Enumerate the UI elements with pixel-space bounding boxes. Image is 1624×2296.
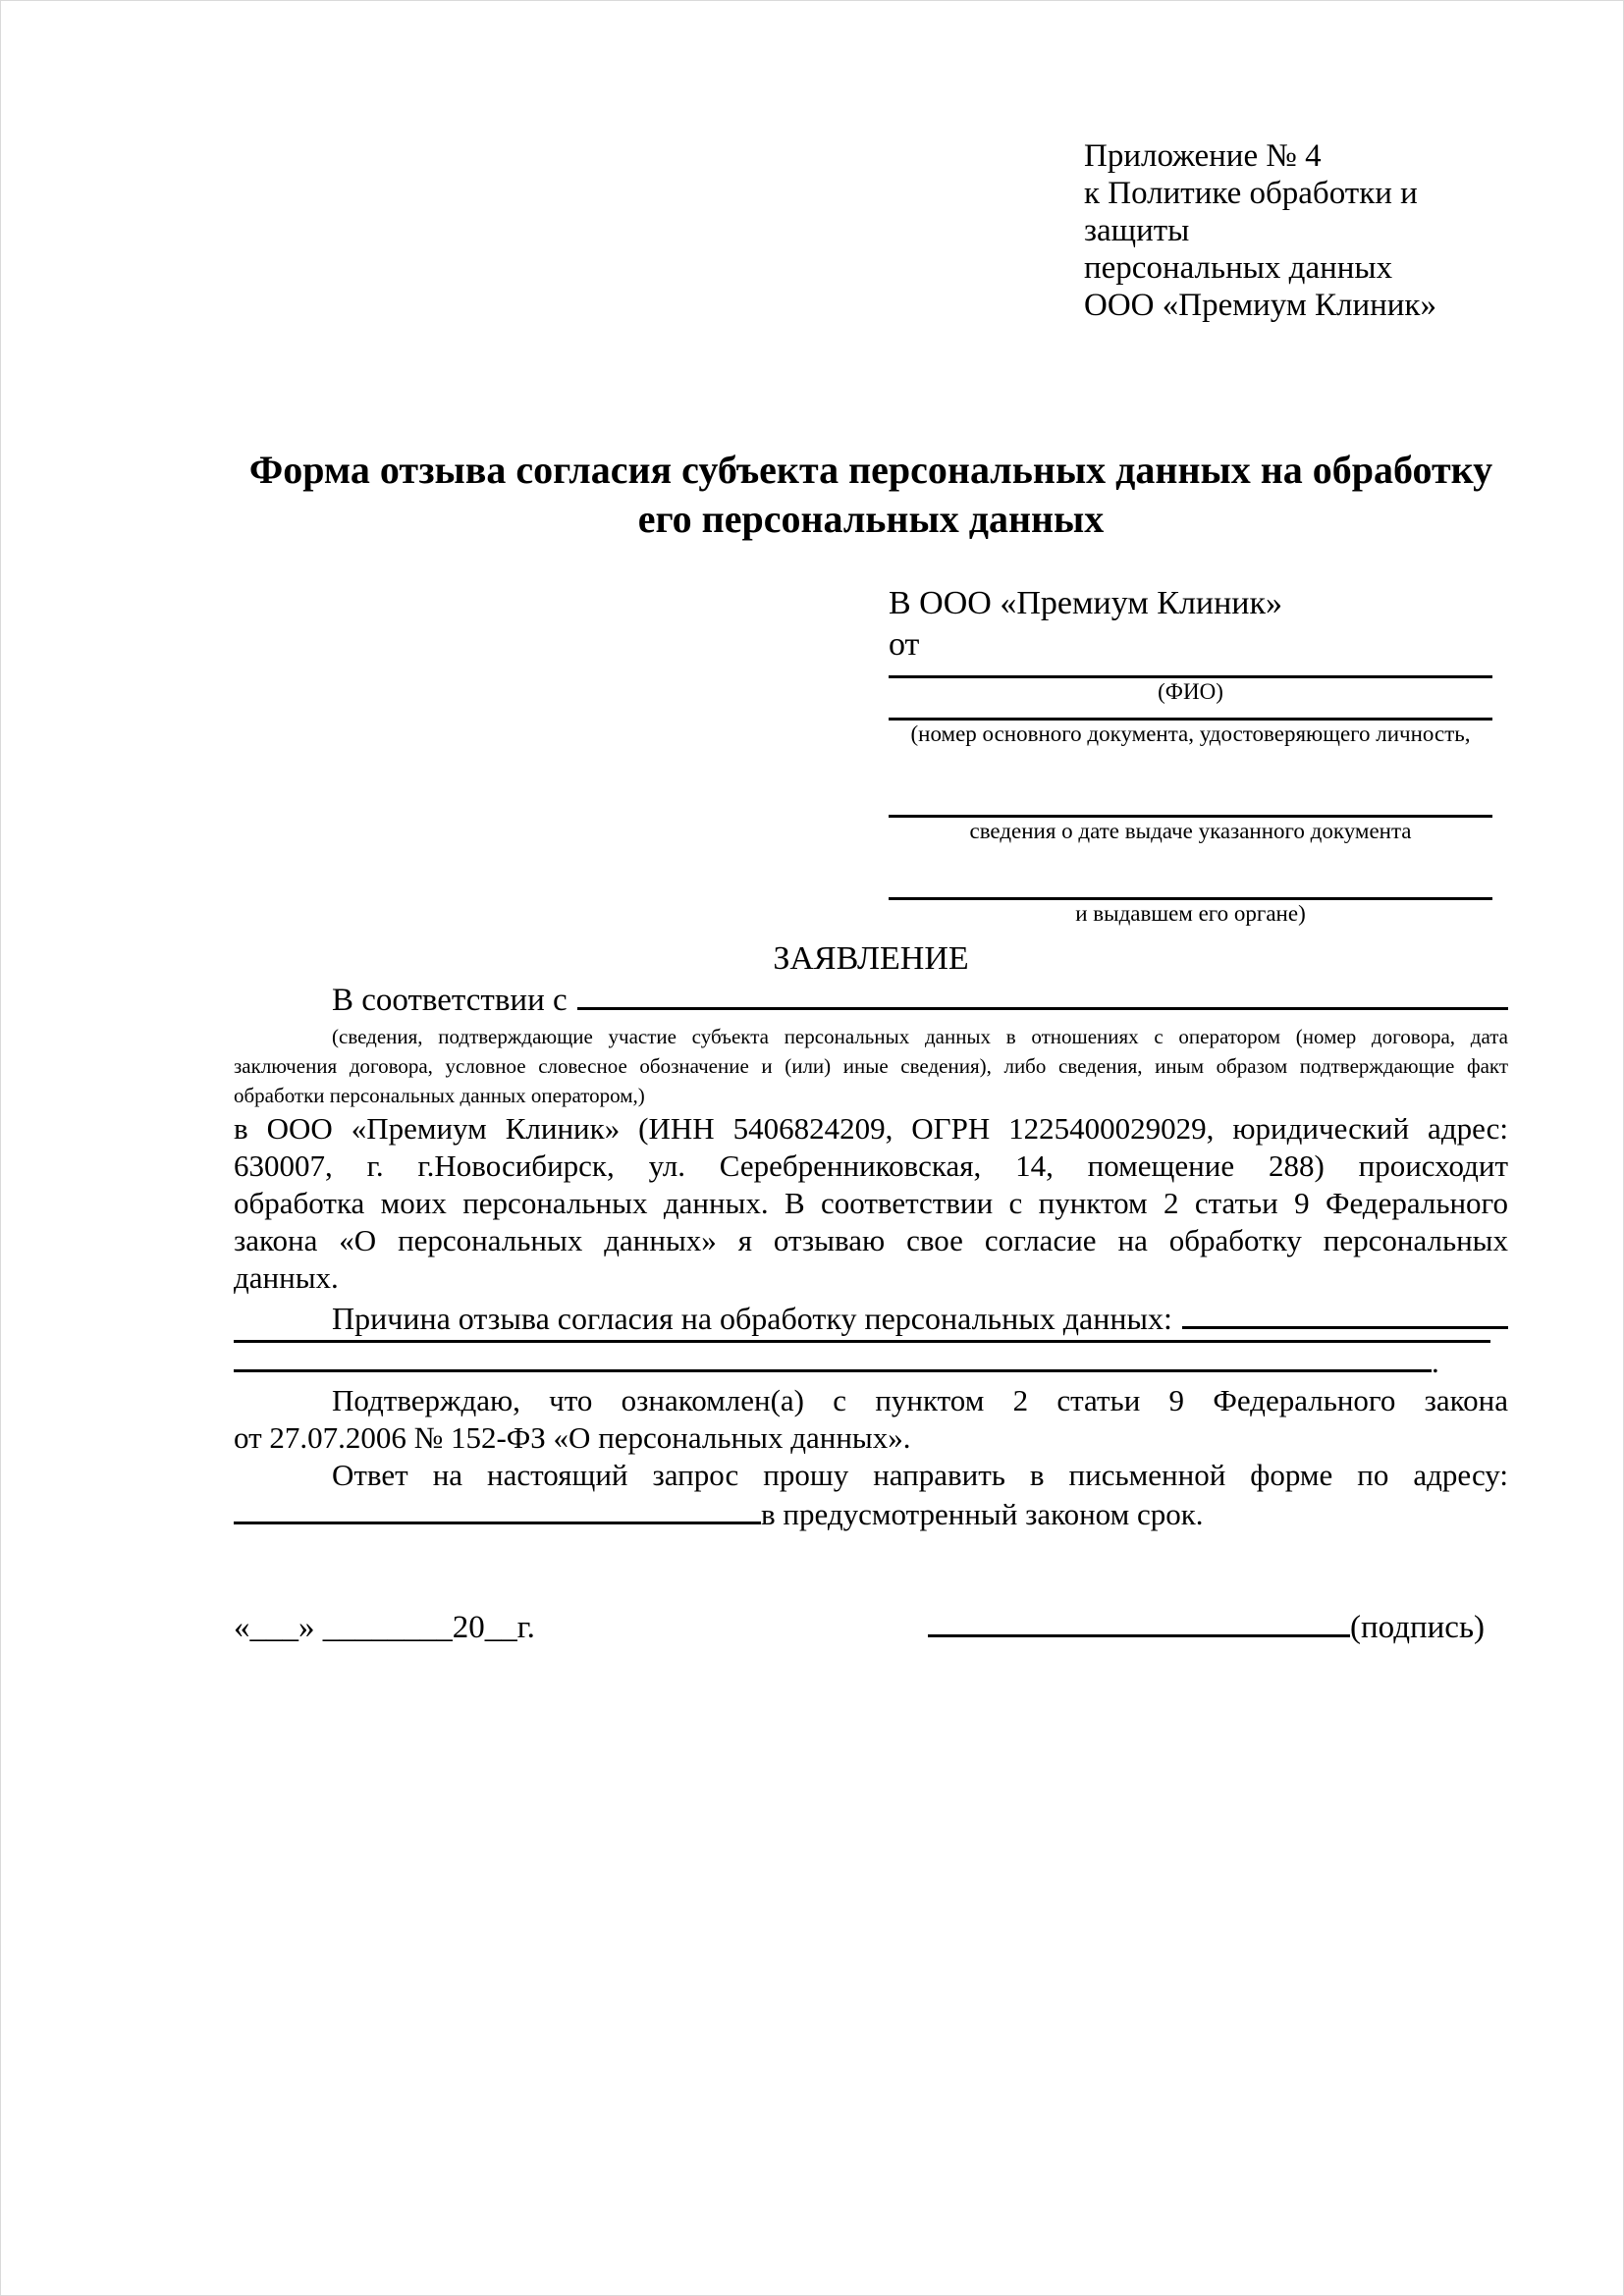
fio-input-line[interactable] (889, 666, 1492, 678)
doc-number-caption: (номер основного документа, удостоверяющего личность, (910, 721, 1471, 746)
reply-suffix: в предусмотренный законом срок. (761, 1497, 1204, 1531)
doc-date-input-line[interactable] (889, 748, 1492, 818)
signature-input-line[interactable] (928, 1634, 1350, 1637)
statement-body: в ООО «Премиум Клиник» (ИНН 5406824209, ОГРН 1225400029029, юридический адрес: 630007, г. г.Новосибирск, ул. Серебренниковская, 14, помещение 288) происходит обработка моих персональных данных. В соответствии с пунктом 2 статьи 9 Федерального закона «О персональных данных» я отзываю свое согласие на обработку персональных данных. (234, 1111, 1508, 1295)
reason-input-line-2[interactable] (234, 1340, 1490, 1343)
doc-date-caption: сведения о дате выдаче указанного документа (969, 819, 1412, 843)
basis-row (234, 979, 1508, 1022)
appendix-header: Приложение № 4 к Политике обработки и защиты персональных данных ООО «Премиум Клиник» (1084, 138, 1436, 323)
doc-number-input-line[interactable] (889, 706, 1492, 721)
reason-row (234, 1297, 1508, 1340)
reply-address-row (234, 1494, 1508, 1535)
addressee-from-label: от (889, 626, 920, 663)
footer-row (234, 1608, 1508, 1647)
fio-caption: (ФИО) (1158, 679, 1223, 704)
signature-group (928, 1608, 1485, 1647)
doc-issuer-input-line[interactable] (889, 845, 1492, 900)
reason-blank-row-2 (234, 1343, 1508, 1382)
document-title: Форма отзыва согласия субъекта персональных данных на обработку его персональных данных (248, 448, 1493, 541)
signature-caption: (подпись) (1350, 1610, 1485, 1645)
statement-heading: ЗАЯВЛЕНИЕ (773, 940, 969, 977)
basis-input-line[interactable] (577, 1007, 1508, 1010)
reason-input-line-3[interactable] (234, 1369, 1432, 1372)
addressee-organization: В ООО «Премиум Клиник» (889, 585, 1283, 621)
basis-prefix: В соответствии с (332, 983, 568, 1018)
reason-blank-row-1 (234, 1340, 1508, 1343)
basis-note: (сведения, подтверждающие участие субъекта персональных данных в отношениях с оператором (номер договора, дата заключения договора, условное словесное обозначение и (или) иные сведения), либо сведения, иным образом подтверждающие факт обработки персональных данных оператором,) (234, 1025, 1508, 1107)
reason-terminator: . (1432, 1345, 1439, 1379)
doc-issuer-caption: и выдавшем его органе) (1075, 901, 1306, 926)
reason-label: Причина отзыва согласия на обработку персональных данных: (332, 1301, 1172, 1336)
address-input-line[interactable] (234, 1522, 761, 1524)
confirmation-text: Подтверждаю, что ознакомлен(а) с пунктом 2 статьи 9 Федерального закона от 27.07.2006 № 152-ФЗ «О персональных данных». (234, 1383, 1508, 1455)
addressee-block (889, 583, 1492, 928)
reason-input-line-1[interactable] (1182, 1326, 1508, 1329)
reply-request-text: Ответ на настоящий запрос прошу направить в письменной форме по адресу: (332, 1458, 1508, 1492)
date-blank-field[interactable]: «___» ________20__г. (234, 1610, 535, 1645)
